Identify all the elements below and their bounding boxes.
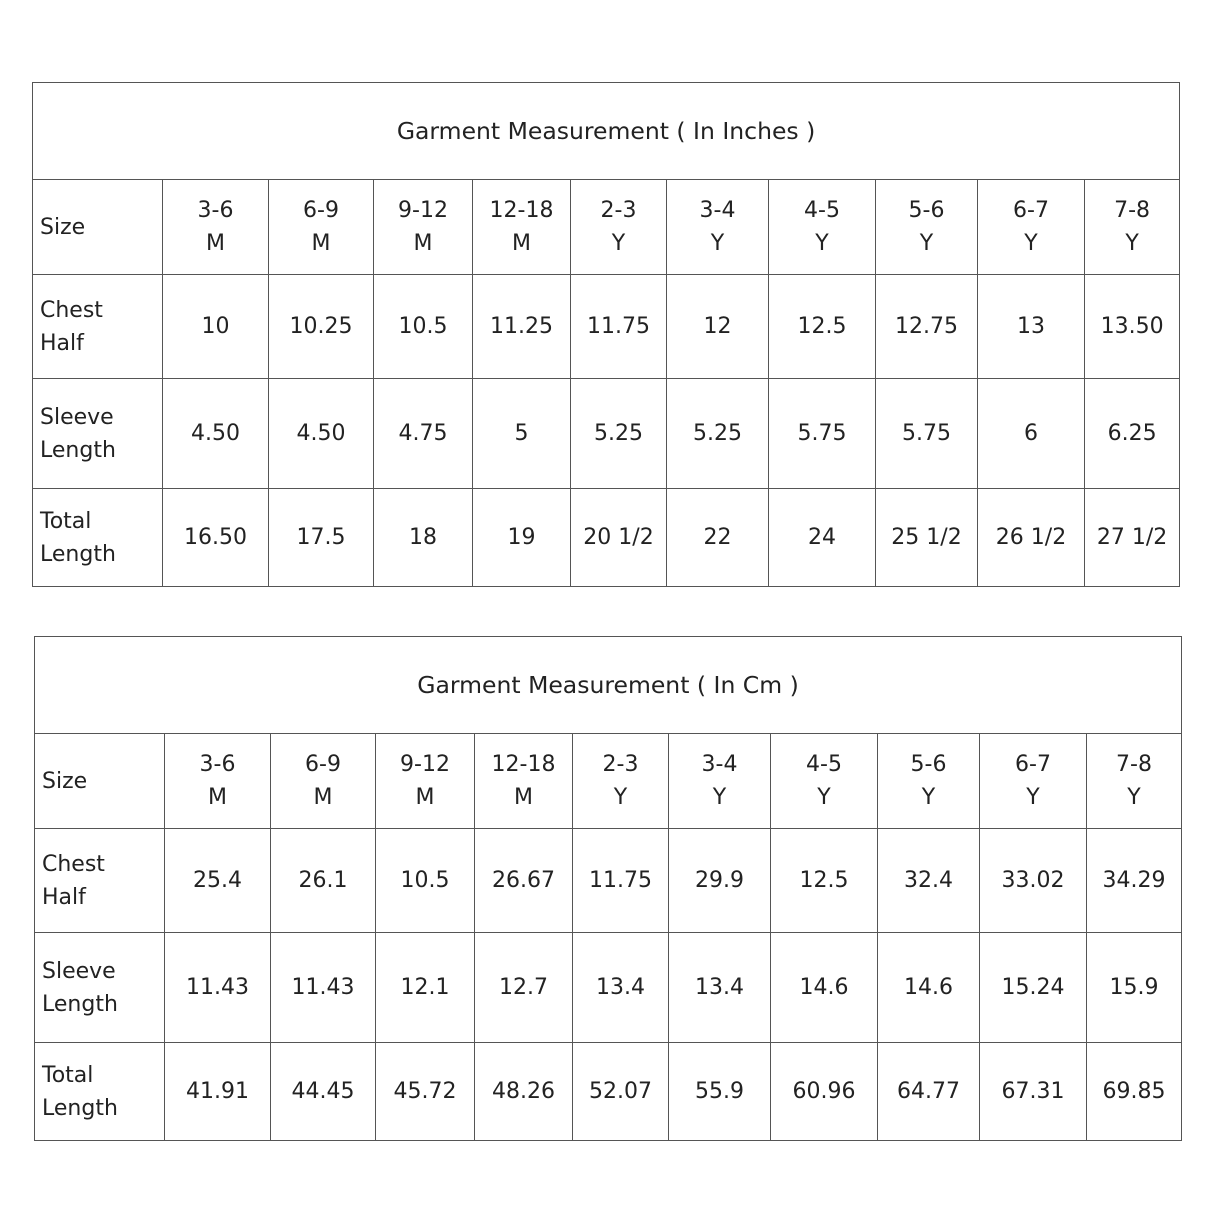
size-header-cell: 4-5 Y — [771, 734, 878, 829]
value-cell: 11.75 — [571, 275, 667, 379]
value-cell: 13.50 — [1085, 275, 1180, 379]
size-header-cell: 9-12 M — [374, 180, 473, 275]
value-cell: 44.45 — [271, 1043, 376, 1141]
value-cell: 16.50 — [163, 489, 269, 587]
value-cell: 14.6 — [771, 933, 878, 1043]
row-label-size: Size — [33, 180, 163, 275]
value-cell: 4.75 — [374, 379, 473, 489]
value-cell: 11.25 — [473, 275, 571, 379]
measurement-table-inches — [32, 82, 1180, 587]
chest-half-row — [35, 829, 1182, 933]
value-cell: 10.5 — [374, 275, 473, 379]
size-header-cell: 12-18 M — [475, 734, 573, 829]
value-cell: 34.29 — [1087, 829, 1182, 933]
value-cell: 19 — [473, 489, 571, 587]
row-label-sleeve-length: Sleeve Length — [35, 933, 165, 1043]
value-cell: 60.96 — [771, 1043, 878, 1141]
value-cell: 24 — [769, 489, 876, 587]
value-cell: 25 1/2 — [876, 489, 978, 587]
value-cell: 5 — [473, 379, 571, 489]
value-cell: 12.1 — [376, 933, 475, 1043]
size-header-cell: 6-9 M — [269, 180, 374, 275]
size-header-cell: 3-4 Y — [669, 734, 771, 829]
value-cell: 12.75 — [876, 275, 978, 379]
measurement-table-cm — [34, 636, 1182, 1141]
value-cell: 5.25 — [571, 379, 667, 489]
value-cell: 12.5 — [769, 275, 876, 379]
value-cell: 32.4 — [878, 829, 980, 933]
value-cell: 6.25 — [1085, 379, 1180, 489]
size-header-cell: 5-6 Y — [876, 180, 978, 275]
value-cell: 14.6 — [878, 933, 980, 1043]
size-header-cell: 6-7 Y — [980, 734, 1087, 829]
size-header-cell: 7-8 Y — [1085, 180, 1180, 275]
value-cell: 48.26 — [475, 1043, 573, 1141]
size-header-cell: 3-4 Y — [667, 180, 769, 275]
value-cell: 52.07 — [573, 1043, 669, 1141]
size-header-cell: 9-12 M — [376, 734, 475, 829]
sleeve-length-row — [33, 379, 1180, 489]
value-cell: 4.50 — [269, 379, 374, 489]
value-cell: 33.02 — [980, 829, 1087, 933]
value-cell: 10.5 — [376, 829, 475, 933]
value-cell: 5.75 — [769, 379, 876, 489]
value-cell: 41.91 — [165, 1043, 271, 1141]
size-header-cell: 5-6 Y — [878, 734, 980, 829]
size-header-cell: 3-6 M — [163, 180, 269, 275]
size-header-cell: 7-8 Y — [1087, 734, 1182, 829]
value-cell: 64.77 — [878, 1043, 980, 1141]
row-label-chest-half: Chest Half — [35, 829, 165, 933]
total-length-row — [35, 1043, 1182, 1141]
value-cell: 10 — [163, 275, 269, 379]
value-cell: 12.5 — [771, 829, 878, 933]
row-label-sleeve-length: Sleeve Length — [33, 379, 163, 489]
value-cell: 26 1/2 — [978, 489, 1085, 587]
value-cell: 12.7 — [475, 933, 573, 1043]
value-cell: 13.4 — [669, 933, 771, 1043]
size-header-cell: 2-3 Y — [571, 180, 667, 275]
value-cell: 22 — [667, 489, 769, 587]
size-header-cell: 12-18 M — [473, 180, 571, 275]
value-cell: 5.25 — [667, 379, 769, 489]
value-cell: 13 — [978, 275, 1085, 379]
chest-half-row — [33, 275, 1180, 379]
size-header-cell: 3-6 M — [165, 734, 271, 829]
sleeve-length-row — [35, 933, 1182, 1043]
table-title: Garment Measurement ( In Inches ) — [33, 83, 1180, 180]
value-cell: 10.25 — [269, 275, 374, 379]
value-cell: 15.24 — [980, 933, 1087, 1043]
value-cell: 29.9 — [669, 829, 771, 933]
value-cell: 5.75 — [876, 379, 978, 489]
value-cell: 17.5 — [269, 489, 374, 587]
size-header-cell: 6-9 M — [271, 734, 376, 829]
value-cell: 20 1/2 — [571, 489, 667, 587]
value-cell: 45.72 — [376, 1043, 475, 1141]
table-title: Garment Measurement ( In Cm ) — [35, 637, 1182, 734]
value-cell: 69.85 — [1087, 1043, 1182, 1141]
size-row — [33, 180, 1180, 275]
value-cell: 13.4 — [573, 933, 669, 1043]
value-cell: 27 1/2 — [1085, 489, 1180, 587]
size-header-cell: 2-3 Y — [573, 734, 669, 829]
value-cell: 15.9 — [1087, 933, 1182, 1043]
value-cell: 6 — [978, 379, 1085, 489]
row-label-chest-half: Chest Half — [33, 275, 163, 379]
value-cell: 18 — [374, 489, 473, 587]
size-row — [35, 734, 1182, 829]
size-header-cell: 4-5 Y — [769, 180, 876, 275]
value-cell: 11.43 — [271, 933, 376, 1043]
row-label-total-length: Total Length — [35, 1043, 165, 1141]
value-cell: 26.67 — [475, 829, 573, 933]
value-cell: 4.50 — [163, 379, 269, 489]
size-header-cell: 6-7 Y — [978, 180, 1085, 275]
value-cell: 67.31 — [980, 1043, 1087, 1141]
value-cell: 55.9 — [669, 1043, 771, 1141]
row-label-total-length: Total Length — [33, 489, 163, 587]
total-length-row — [33, 489, 1180, 587]
value-cell: 12 — [667, 275, 769, 379]
value-cell: 25.4 — [165, 829, 271, 933]
value-cell: 26.1 — [271, 829, 376, 933]
value-cell: 11.43 — [165, 933, 271, 1043]
value-cell: 11.75 — [573, 829, 669, 933]
row-label-size: Size — [35, 734, 165, 829]
